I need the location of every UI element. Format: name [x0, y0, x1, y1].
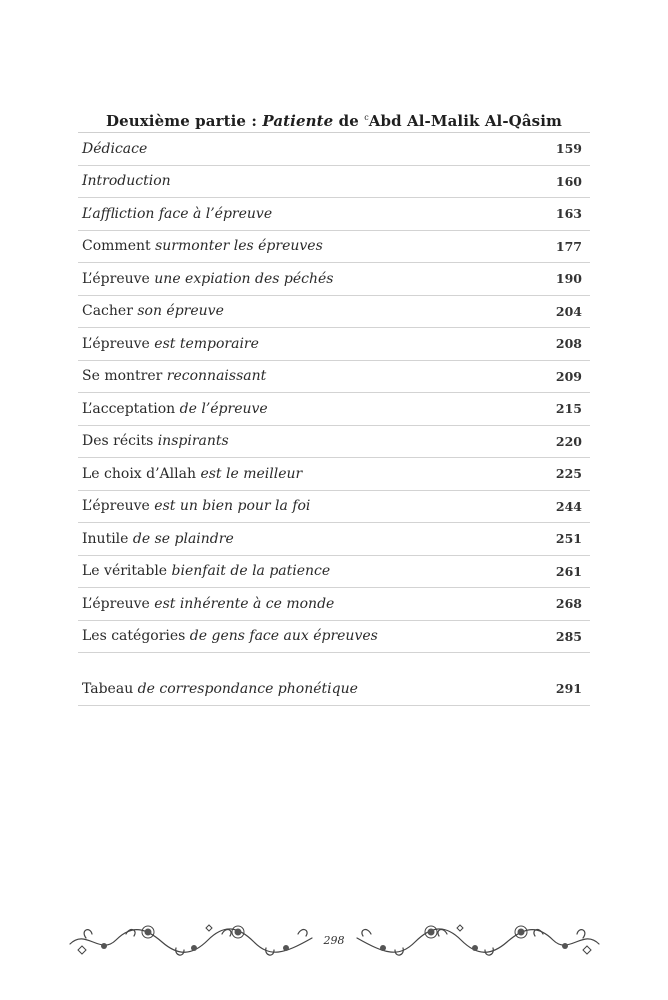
toc-entry-italic: est inhérente à ce monde: [154, 595, 335, 612]
toc-entry-page: 261: [555, 563, 582, 579]
toc-entry-page: 285: [555, 628, 582, 644]
section-title: [78, 104, 590, 133]
toc-entry-italic: reconnaissant: [166, 368, 267, 385]
toc-entry-italic: de l’épreuve: [179, 400, 268, 417]
toc-entry-italic: de gens face aux épreuves: [189, 628, 378, 645]
toc-entry-title: [82, 173, 171, 189]
toc-entry[interactable]: [78, 523, 590, 556]
toc-entry-plain: Des récits: [82, 433, 158, 450]
toc-entry-title: [82, 271, 333, 287]
section-title-prefix: Deuxième partie :: [106, 112, 263, 130]
toc-entry-plain: Tabeau: [82, 680, 138, 697]
section-title-middle: de: [333, 112, 365, 130]
toc-entry[interactable]: [78, 556, 590, 589]
toc-entry[interactable]: [78, 166, 590, 199]
toc-entry-italic: son épreuve: [137, 303, 224, 320]
section-title-author: Abd Al-Malik Al-Qâsim: [368, 112, 562, 130]
toc-entry-italic: surmonter les épreuves: [155, 238, 323, 255]
toc-entry[interactable]: [78, 588, 590, 621]
toc-entry-title: [82, 303, 224, 319]
table-of-contents: [78, 104, 590, 706]
section-title-book: Patiente: [262, 112, 334, 130]
toc-entry[interactable]: [78, 621, 590, 654]
toc-entry-title: [82, 368, 266, 384]
toc-entry-page: 291: [555, 681, 582, 697]
toc-entry-plain: L’épreuve: [82, 595, 155, 612]
toc-entry-italic: est le meilleur: [200, 465, 303, 482]
toc-entry-appendix[interactable]: [78, 673, 590, 706]
toc-entry[interactable]: [78, 133, 590, 166]
toc-entry-page: 163: [555, 206, 582, 222]
toc-entry-italic: est temporaire: [154, 335, 259, 352]
toc-entry[interactable]: [78, 263, 590, 296]
toc-entry-title: [82, 596, 334, 612]
toc-entry-plain: Les catégories: [82, 628, 190, 645]
floral-vine-left-icon: [66, 920, 316, 960]
floral-vine-right-icon: [353, 920, 603, 960]
toc-entry-page: 208: [555, 336, 582, 352]
toc-entry-page: 215: [555, 401, 582, 417]
toc-entry-title: [82, 141, 147, 157]
toc-entry-plain: L’épreuve: [82, 270, 155, 287]
toc-entry-page: 220: [555, 433, 582, 449]
toc-entry-plain: Le véritable: [82, 563, 172, 580]
toc-entry-plain: Comment: [82, 238, 156, 255]
toc-entry-plain: L’épreuve: [82, 498, 155, 515]
toc-entry-page: 159: [555, 141, 582, 157]
toc-entry-page: 160: [555, 173, 582, 189]
toc-entry-italic: Introduction: [82, 173, 171, 190]
toc-entry-plain: Se montrer: [82, 368, 167, 385]
toc-entry-title: [82, 206, 272, 222]
toc-entry-italic: de correspondance phonétique: [137, 680, 358, 697]
toc-entry[interactable]: [78, 296, 590, 329]
toc-entry-title: [82, 498, 310, 514]
toc-entry-title: [82, 466, 302, 482]
toc-entry-italic: de se plaindre: [132, 530, 234, 547]
toc-entry-plain: Le choix d’Allah: [82, 465, 201, 482]
toc-spacer: [78, 653, 590, 673]
toc-entry-plain: Cacher: [82, 303, 138, 320]
toc-entry[interactable]: [78, 328, 590, 361]
toc-entry-italic: L’affliction face à l’épreuve: [82, 205, 273, 222]
page-footer: [40, 920, 628, 960]
toc-entry-title: [82, 336, 259, 352]
toc-entry-title: [82, 563, 330, 579]
toc-entry-page: 244: [555, 498, 582, 514]
toc-entry-plain: L’épreuve: [82, 335, 155, 352]
toc-entries: [78, 133, 590, 653]
section-title-superscript: c: [364, 113, 369, 122]
toc-entry-title: [82, 401, 268, 417]
toc-entry-page: 225: [555, 466, 582, 482]
toc-entry-plain: Inutile: [82, 530, 133, 547]
toc-entry[interactable]: [78, 231, 590, 264]
toc-entry-plain: L’acceptation: [82, 400, 180, 417]
toc-entry-page: 190: [555, 271, 582, 287]
toc-entry-title: [82, 681, 358, 697]
toc-entry-italic: bienfait de la patience: [171, 563, 331, 580]
page-number: 298: [323, 933, 345, 947]
toc-entry-title: [82, 531, 234, 547]
toc-entry[interactable]: [78, 458, 590, 491]
toc-entry-page: 268: [555, 596, 582, 612]
toc-entry-page: 177: [555, 238, 582, 254]
toc-entry-title: [82, 628, 378, 644]
toc-entry[interactable]: [78, 426, 590, 459]
toc-entry[interactable]: [78, 198, 590, 231]
toc-entry-italic: une expiation des péchés: [154, 270, 334, 287]
toc-entry-italic: est un bien pour la foi: [154, 498, 311, 515]
toc-entry-title: [82, 433, 229, 449]
toc-entry-page: 204: [555, 303, 582, 319]
toc-entry-italic: Dédicace: [82, 140, 148, 157]
toc-entry-italic: inspirants: [157, 433, 229, 450]
toc-entry-page: 209: [555, 368, 582, 384]
toc-entry-title: [82, 238, 323, 254]
toc-entry[interactable]: [78, 491, 590, 524]
toc-entry[interactable]: [78, 393, 590, 426]
toc-entry[interactable]: [78, 361, 590, 394]
toc-entry-page: 251: [555, 531, 582, 547]
